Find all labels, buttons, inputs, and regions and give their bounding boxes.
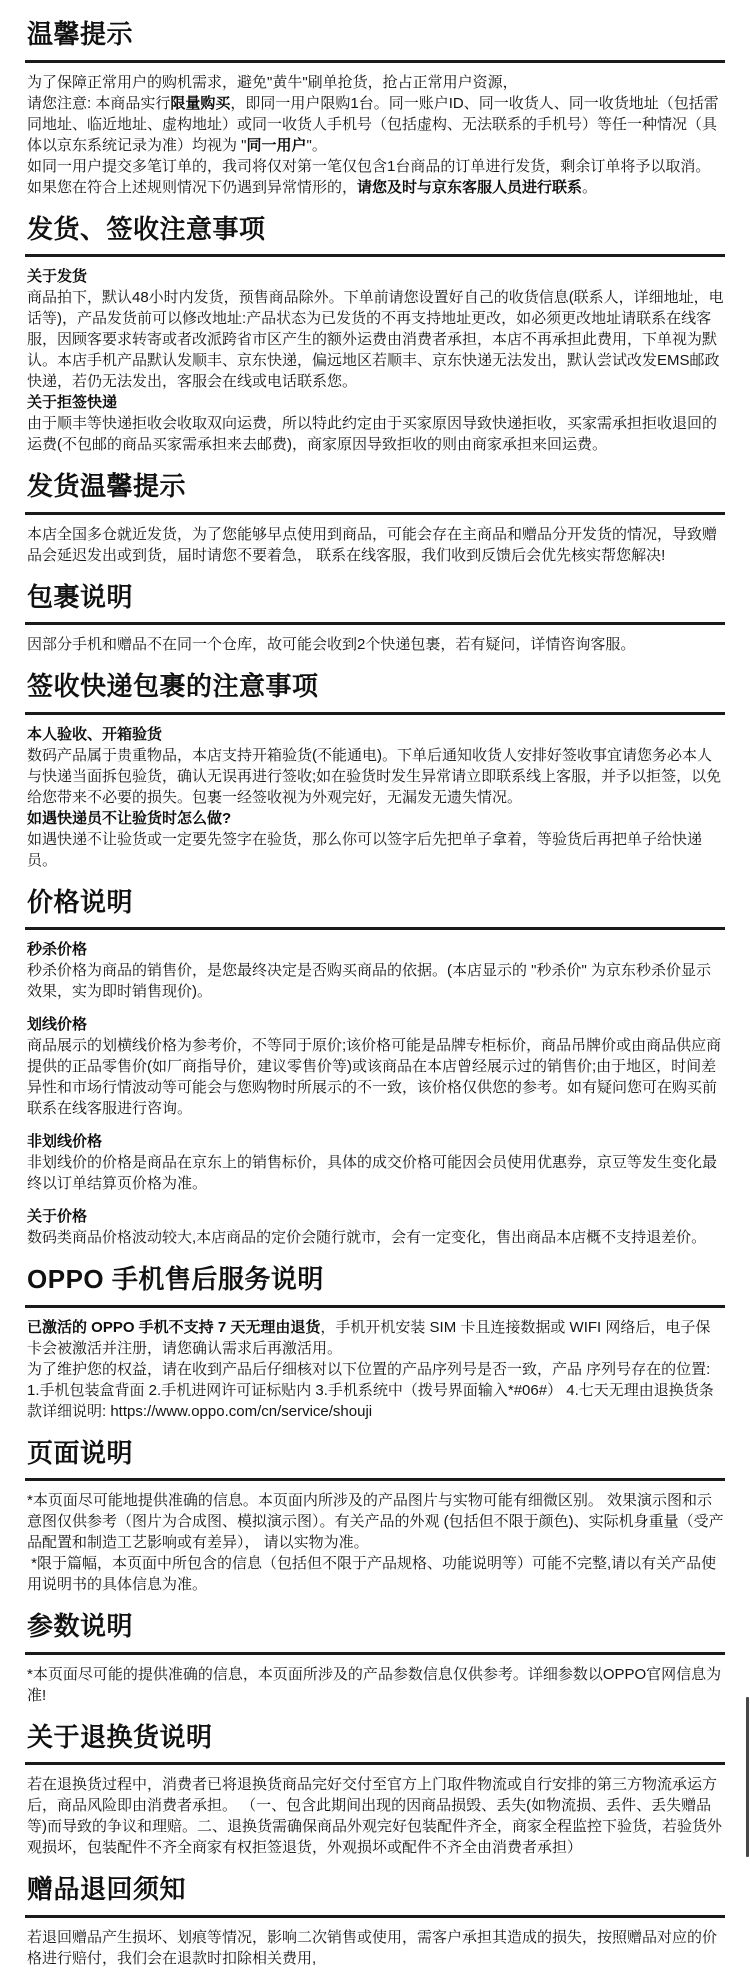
sub-heading: [25, 724, 725, 745]
paragraph: [25, 745, 725, 808]
section-heading-params-note: 参数说明: [25, 1610, 725, 1655]
section-oppo-after-sales: [25, 1263, 725, 1422]
section-heading-shipping-sign-notes: 发货、签收注意事项: [25, 213, 725, 258]
section-heading-oppo-after-sales: OPPO 手机售后服务说明: [25, 1263, 725, 1308]
paragraph: [25, 1380, 725, 1422]
paragraph: [25, 1774, 725, 1858]
bold-text-run: 同一用户: [246, 136, 307, 154]
text-run: 本店全国多仓就近发货，为了您能够早点使用到商品，可能会存在主商品和赠品分开发货的情况，导致赠品会延迟发出或到货，届时请您不要着急， 联系在线客服，我们收到反馈后会优先核实帮您解决!: [27, 525, 718, 564]
sub-heading: [25, 808, 725, 829]
paragraph: [25, 156, 725, 177]
paragraph: [25, 1035, 725, 1119]
paragraph: [25, 634, 725, 655]
bold-text-run: 非划线价格: [27, 1133, 103, 1150]
text-run: 请您注意: 本商品实行: [27, 94, 171, 112]
text-run: 因部分手机和赠品不在同一个仓库，故可能会收到2个快递包裹，若有疑问，详情咨询客服。: [27, 636, 636, 653]
text-run: 由于顺丰等快递拒收会收取双向运费，所以特此约定由于买家原因导致快递拒收，买家需承担拒收退回的运费(不包邮的商品买家需承担来去邮费)，商家原因导致拒收的则由商家承担来回运费。: [27, 415, 718, 453]
text-run: 非划线价的价格是商品在京东上的销售标价，具体的成交价格可能因会员使用优惠券，京豆等发生变化最终以订单结算页价格为准。: [27, 1154, 718, 1192]
paragraph: [25, 960, 725, 1002]
bold-text-run: 本人验收、开箱验货: [27, 725, 163, 743]
bold-text-run: 已激活的 OPPO 手机不支持 7 天无理由退货: [27, 1318, 321, 1336]
bold-text-run: 请您及时与京东客服人员进行联系: [357, 178, 583, 196]
bold-text-run: 如遇快递员不让验货时怎么做?: [27, 809, 232, 827]
section-page-note: [25, 1437, 725, 1596]
bold-text-run: 关于价格: [27, 1208, 88, 1225]
sub-heading: [25, 1206, 725, 1227]
paragraph: [25, 413, 725, 455]
section-warm-tips: [25, 18, 725, 198]
sub-heading: [25, 1014, 725, 1035]
text-run: *限于篇幅，本页面中所包含的信息（包括但不限于产品规格、功能说明等）可能不完整,请以有关产品使用说明书的具体信息为准。: [27, 1555, 717, 1593]
text-run: ，即同一用户限购1台。同一账户ID、同一收货人、同一收货地址（包括雷同地址、临近地址、虚构地址）或同一收货人手机号（包括虚构、无法联系的手机号）等任一种情况（具体以京东系统记录为准）均视为 ": [27, 94, 719, 154]
section-shipping-sign-notes: [25, 213, 725, 456]
bold-text-run: 关于发货: [27, 268, 88, 285]
section-params-note: [25, 1610, 725, 1706]
section-heading-gift-return-note: 赠品退回须知: [25, 1873, 725, 1918]
paragraph: [25, 177, 725, 198]
text-run: 为了维护您的权益，请在收到产品后仔细核对以下位置的产品序列号是否一致，产品 序列号存在的位置:: [27, 1360, 711, 1378]
text-run: 如果您在符合上述规则情况下仍遇到异常情形的，: [27, 178, 358, 196]
text-run: *本页面尽可能地提供准确的信息。本页面内所涉及的产品图片与实物可能有细微区别。 效果演示图和示意图仅供参考（图片为合成图、模拟演示图）。有关产品的外观 (包括但不限于颜色)、实际机身重量（受产品配置和制造工艺影响或有差异）， 请以实物为准。: [27, 1492, 724, 1551]
paragraph: [25, 72, 725, 93]
bold-text-run: 关于拒签快递: [27, 394, 118, 411]
section-package-note: [25, 581, 725, 656]
paragraph: [25, 287, 725, 392]
section-heading-return-exchange-note: 关于退换货说明: [25, 1721, 725, 1766]
text-run: "。: [306, 136, 327, 154]
text-run: 若退回赠品产生损坏、划痕等情况，影响二次销售或使用，需客户承担其造成的损失，按照赠品对应的价格进行赔付，我们会在退款时扣除相关费用,: [27, 1928, 718, 1967]
text-run: 1.手机包装盒背面 2.手机进网许可证标贴内 3.手机系统中（拨号界面输入*#06#） 4.七天无理由退换货条款详细说明: https://www.oppo.com/cn/service/shouji: [27, 1381, 714, 1420]
paragraph: [25, 1927, 725, 1969]
sub-heading: [25, 939, 725, 960]
section-sign-package-notes: [25, 670, 725, 871]
text-run: 为了保障正常用户的购机需求，避免"黄牛"刷单抢货，抢占正常用户资源，: [27, 73, 518, 91]
text-run: ，手机开机安装 SIM 卡且连接数据或 WIFI 网络后，电子保卡会被激活并注册，请您确认需求后再激活用。: [27, 1318, 711, 1357]
section-heading-warm-tips: 温馨提示: [25, 18, 725, 63]
text-run: *本页面尽可能的提供准确的信息，本页面所涉及的产品参数信息仅供参考。详细参数以OPPO官网信息为准!: [27, 1665, 722, 1704]
paragraph: [25, 1664, 725, 1706]
sub-heading: [25, 1131, 725, 1152]
paragraph: [25, 93, 725, 156]
section-heading-package-note: 包裹说明: [25, 581, 725, 626]
sub-heading: [25, 392, 725, 413]
text-run: 如遇快递不让验货或一定要先签字在验货，那么你可以签字后先把单子拿着，等验货后再把单子给快递员。: [27, 830, 703, 869]
paragraph: [25, 829, 725, 871]
text-run: 数码产品属于贵重物品，本店支持开箱验货(不能通电)。下单后通知收货人安排好签收事宜请您务必本人与快递当面拆包验货，确认无误再进行签收;如在验货时发生异常请立即联系线上客服，并予以拒签，以免给您带来不必要的损失。包裹一经签收视为外观完好，无漏发无遗失情况。: [27, 746, 722, 806]
section-gift-return-note: [25, 1873, 725, 1969]
paragraph: [25, 1359, 725, 1380]
section-shipping-warm-tips: [25, 470, 725, 566]
paragraph: [25, 1490, 725, 1553]
text-run: 数码类商品价格波动较大,本店商品的定价会随行就市，会有一定变化，售出商品本店概不支持退差价。: [27, 1229, 707, 1246]
section-heading-page-note: 页面说明: [25, 1437, 725, 1482]
paragraph: [25, 1152, 725, 1194]
text-run: 商品展示的划横线价格为参考价，不等同于原价;该价格可能是品牌专柜标价，商品吊牌价或由商品供应商提供的正品零售价(如厂商指导价，建议零售价等)或该商品在本店曾经展示过的销售价;由于地区，时间差异性和市场行情波动等可能会与您购物时所展示的不一致，该价格仅供您的参考。如有疑问您可在购买前联系在线客服进行咨询。: [27, 1037, 722, 1117]
sections-container: [25, 18, 725, 1969]
text-run: 如同一用户提交多笔订单的，我司将仅对第一笔仅包含1台商品的订单进行发货，剩余订单将予以取消。: [27, 157, 711, 175]
scrollbar-thumb[interactable]: [746, 1697, 749, 1857]
paragraph: [25, 1227, 725, 1248]
text-run: 秒杀价格为商品的销售价，是您最终决定是否购买商品的依据。(本店显示的 "秒杀价" 为京东秒杀价显示效果，实为即时销售现价)。: [27, 962, 711, 1000]
section-heading-price-note: 价格说明: [25, 886, 725, 931]
section-heading-shipping-warm-tips: 发货温馨提示: [25, 470, 725, 515]
section-return-exchange-note: [25, 1721, 725, 1859]
sub-heading: [25, 266, 725, 287]
paragraph: [25, 1553, 725, 1595]
bold-text-run: 划线价格: [27, 1016, 88, 1033]
text-run: 若在退换货过程中，消费者已将退换货商品完好交付至官方上门取件物流或自行安排的第三方物流承运方后，商品风险即由消费者承担。 （一、包含此期间出现的因商品损毁、丢失(如物流损、丢件、丢失赠品等)而导致的争议和理赔。二、退换货需确保商品外观完好包装配件齐全，商家全程监控下验货，若验货外观损坏，包装配件不齐全商家有权拒签退货，外观损坏或配件不齐全由消费者承担）: [27, 1776, 723, 1856]
paragraph: [25, 1317, 725, 1359]
section-price-note: [25, 886, 725, 1249]
bold-text-run: 秒杀价格: [27, 941, 88, 958]
text-run: 。: [582, 178, 598, 196]
text-run: 商品拍下，默认48小时内发货，预售商品除外。下单前请您设置好自己的收货信息(联系人，详细地址，电话等)，产品发货前可以修改地址:产品状态为已发货的不再支持地址更改，如必须更改地址请联系在线客服，因顾客要求转寄或者改派跨省市区产生的额外运费由消费者承担，本店不再承担此费用，下单视为默认。本店手机产品默认发顺丰、京东快递，偏远地区若顺丰、京东快递无法发出，默认尝试改发EMS邮政快递，若仍无法发出，客服会在线或电话联系您。: [27, 289, 724, 390]
paragraph: [25, 524, 725, 566]
section-heading-sign-package-notes: 签收快递包裹的注意事项: [25, 670, 725, 715]
bold-text-run: 限量购买: [170, 94, 231, 112]
